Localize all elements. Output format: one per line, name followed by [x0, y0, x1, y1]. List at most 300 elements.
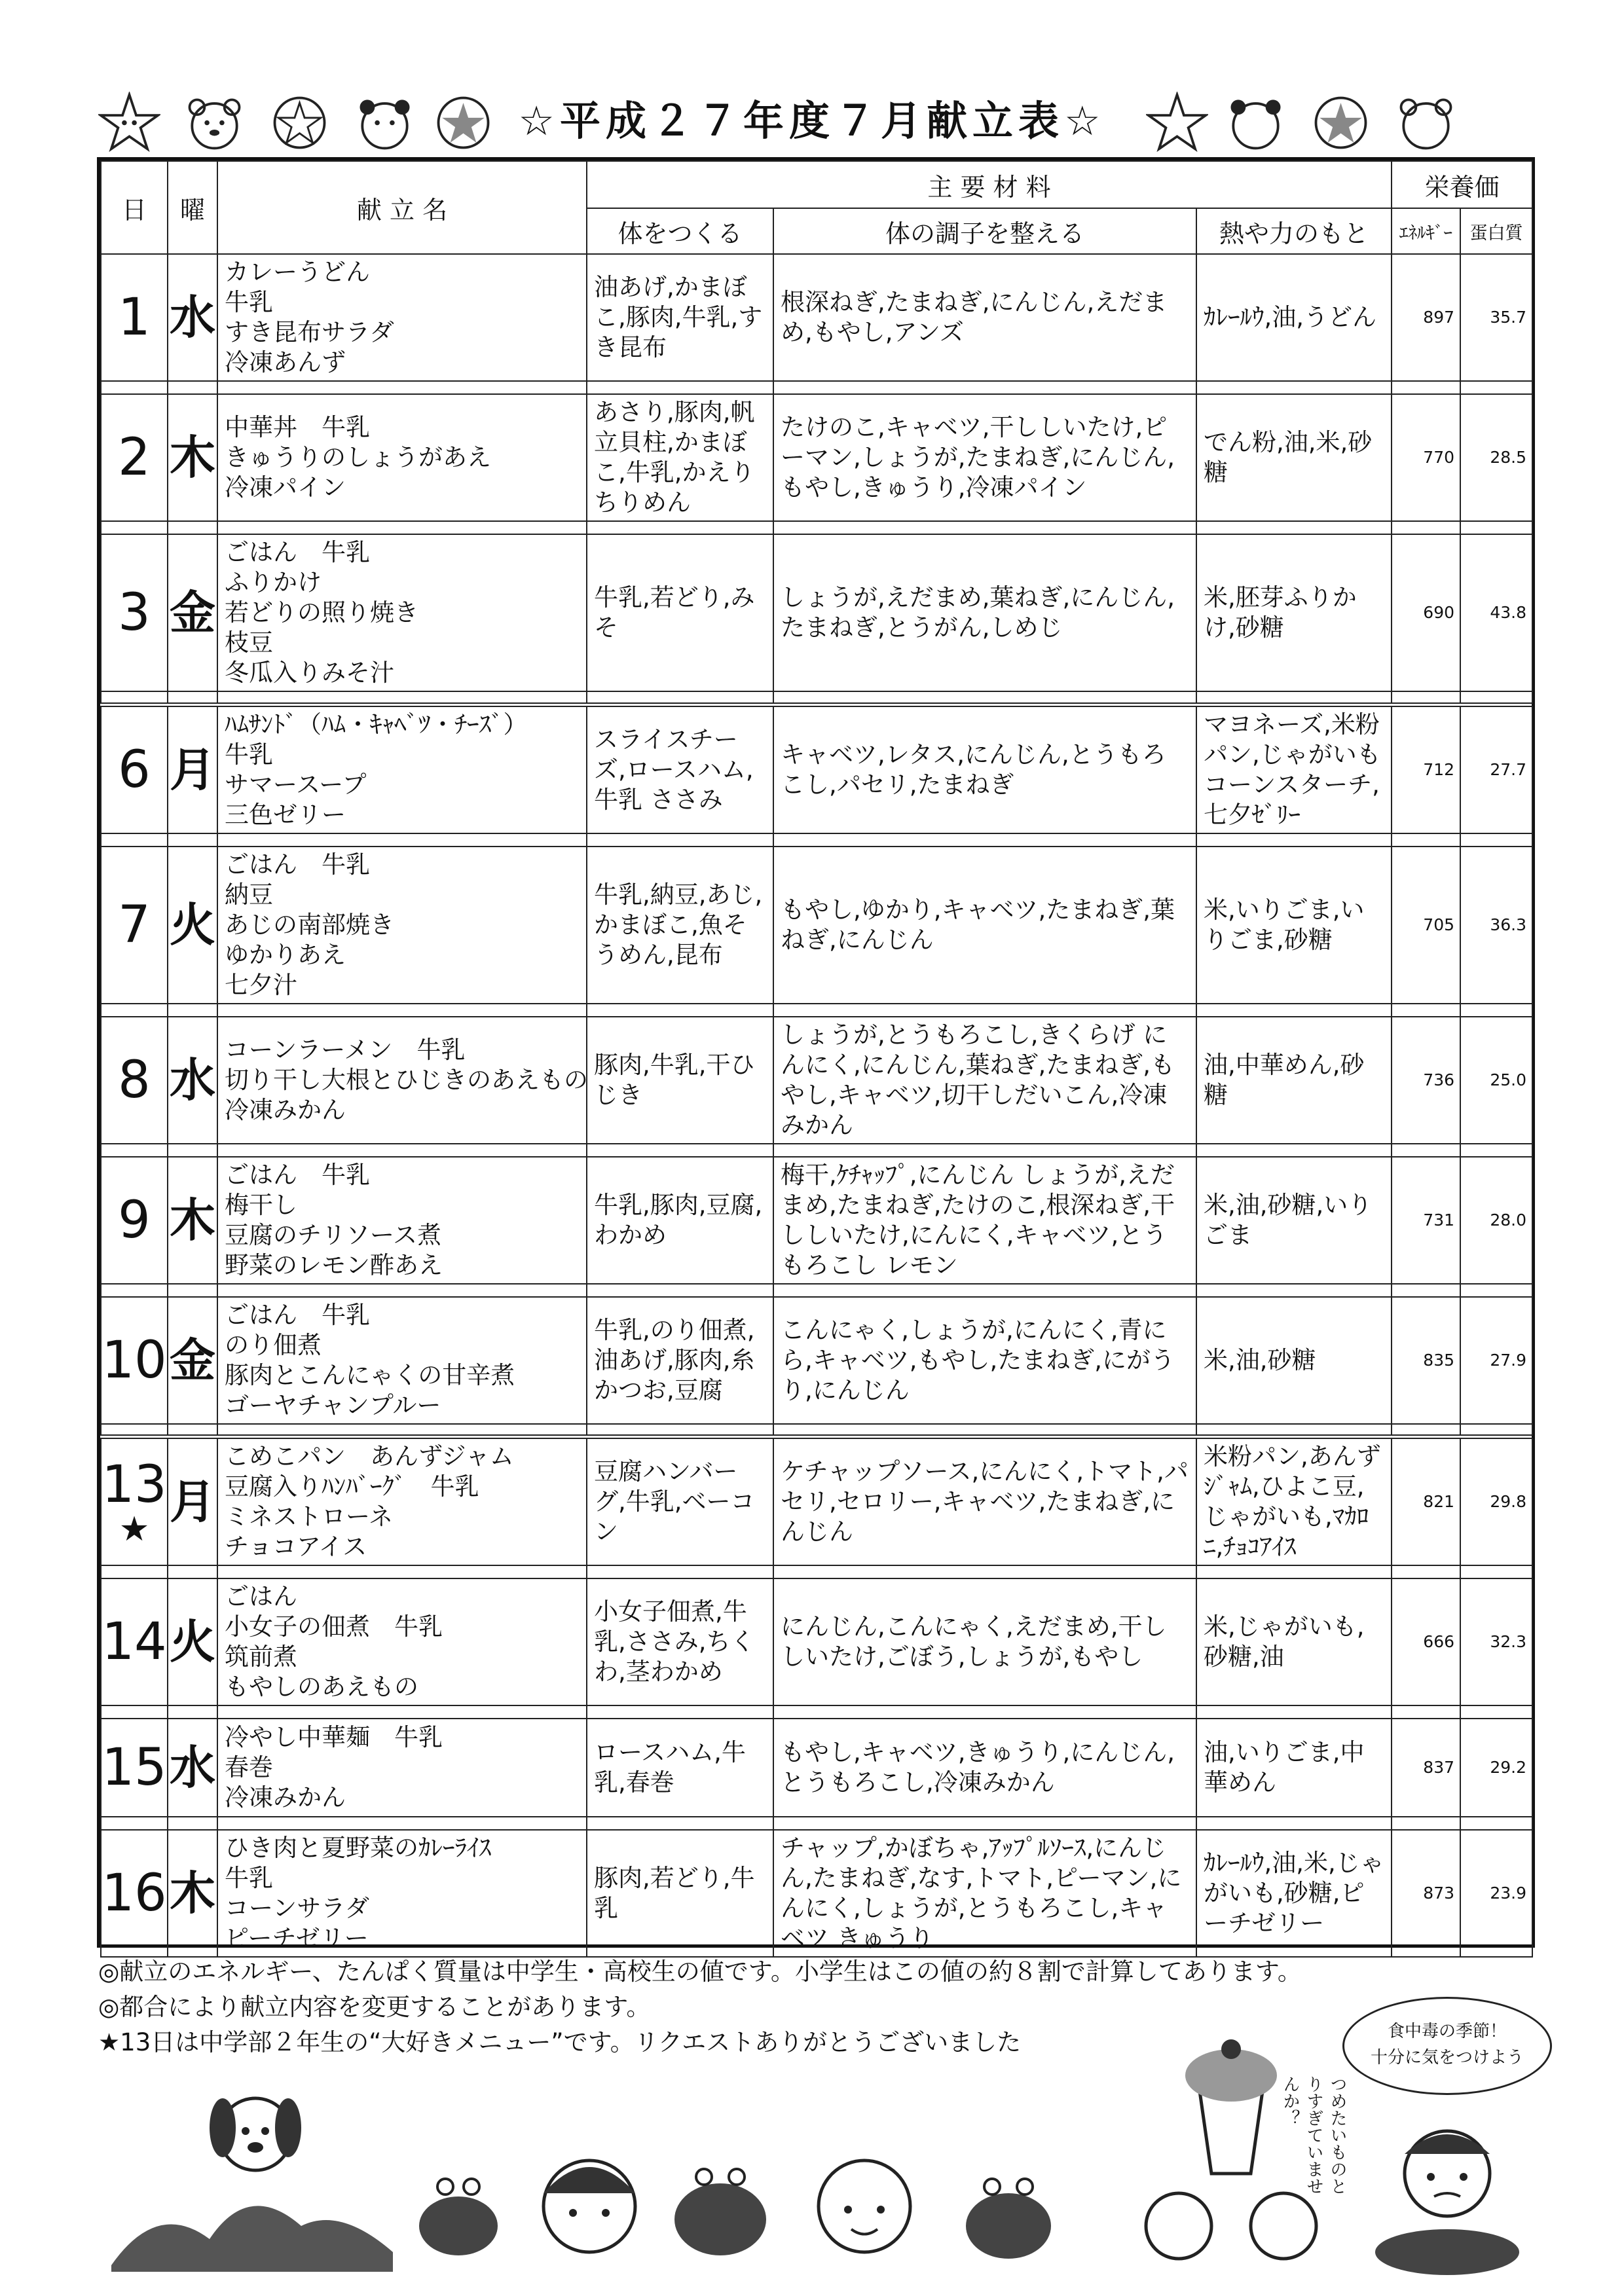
- header-ingredients: 主 要 材 料: [587, 161, 1392, 208]
- menu-item: あじの南部焼き: [225, 910, 394, 939]
- menu-item: チョコアイス: [225, 1533, 367, 1561]
- weekday-cell: 水: [168, 1017, 217, 1144]
- energy-ingredients-cell: 米,じゃがいも,砂糖,油: [1196, 1578, 1392, 1705]
- condition-ingredients-cell: しょうが,とうもろこし,きくらげ にんにく,にんじん,葉ねぎ,たまねぎ,もやし,キャベツ,切干しだいこん,冷凍みかん: [773, 1017, 1196, 1144]
- menu-item: 牛乳: [225, 288, 273, 316]
- day-number: 9: [118, 1190, 151, 1250]
- day-number: 16: [101, 1864, 167, 1923]
- menu-item: 七夕汁: [225, 970, 297, 999]
- energy-ingredients-cell: ｶﾚｰﾙｳ,油,米,じゃがいも,砂糖,ピーチゼリー: [1196, 1830, 1392, 1957]
- day-number: 7: [118, 895, 151, 955]
- note-line: ◎献立のエネルギー、たんぱく質量は中学生・高校生の値です。小学生はこの値の約８割で計算してあります。: [98, 1958, 1302, 1986]
- menu-item: ごはん 牛乳: [225, 850, 370, 879]
- spacer-cell: [773, 381, 1196, 394]
- body-ingredients-cell: あさり,豚肉,帆立貝柱,かまぼこ,牛乳,かえりちりめん: [587, 394, 773, 521]
- protein-value-cell: 28.0: [1460, 1157, 1532, 1284]
- spacer-cell: [101, 1424, 168, 1437]
- vertical-note: つめたいものとりすぎていませんか？: [1280, 2075, 1347, 2195]
- energy-value-cell: 712: [1392, 704, 1460, 833]
- spacer-cell: [1196, 521, 1392, 534]
- table-row: [101, 254, 1532, 381]
- header: [98, 85, 1526, 157]
- header-protein: 蛋白質: [1460, 208, 1532, 254]
- spacer-cell: [1460, 1144, 1532, 1157]
- energy-ingredients-cell: でん粉,油,米,砂糖: [1196, 394, 1392, 521]
- table-body: [101, 254, 1532, 1957]
- spacer-cell: [773, 1144, 1196, 1157]
- menu-item: ごはん: [225, 1582, 297, 1611]
- weekday-cell: 水: [168, 1719, 217, 1817]
- spacer-cell: [1392, 1144, 1460, 1157]
- energy-value-cell: 770: [1392, 394, 1460, 521]
- menu-item: 冬瓜入りみそ汁: [225, 659, 394, 687]
- menu-item: 小女子の佃煮 牛乳: [225, 1613, 443, 1641]
- bear-face-icon: [183, 92, 246, 154]
- spacer-cell: [1460, 1424, 1532, 1437]
- spacer-cell: [101, 1144, 168, 1157]
- spacer-cell: [168, 833, 217, 847]
- bear-face-icon: [1395, 92, 1457, 154]
- condition-ingredients-cell: しょうが,えだまめ,葉ねぎ,にんじん,たまねぎ,とうがん,しめじ: [773, 534, 1196, 691]
- menu-item: ごはん 牛乳: [225, 538, 370, 566]
- spacer-cell: [217, 1144, 587, 1157]
- menu-item: 冷凍あんず: [225, 348, 346, 376]
- menu-item: 梅干し: [225, 1190, 297, 1219]
- day-cell: [101, 1157, 168, 1284]
- spacer-cell: [101, 381, 168, 394]
- row-spacer: [101, 1144, 1532, 1157]
- condition-ingredients-cell: もやし,キャベツ,きゅうり,にんじん,とうもろこし,冷凍みかん: [773, 1719, 1196, 1817]
- energy-ingredients-cell: マヨネーズ,米粉パン,じゃがいも コーンスターチ,七夕ｾﾞﾘｰ: [1196, 704, 1392, 833]
- spacer-cell: [1196, 1424, 1392, 1437]
- spacer-cell: [217, 691, 587, 704]
- energy-value-cell: 731: [1392, 1157, 1460, 1284]
- menu-item: 野菜のレモン酢あえ: [225, 1250, 443, 1279]
- spacer-cell: [1392, 691, 1460, 704]
- body-ingredients-cell: 豚肉,若どり,牛乳: [587, 1830, 773, 1957]
- body-ingredients-cell: 豚肉,牛乳,干ひじき: [587, 1017, 773, 1144]
- table-row: [101, 1437, 1532, 1566]
- energy-value-cell: 705: [1392, 847, 1460, 1004]
- menu-item: こめこパン あんずジャム: [225, 1442, 514, 1470]
- day-number: 1: [118, 288, 151, 347]
- energy-ingredients-cell: 米,いりごま,いりごま,砂糖: [1196, 847, 1392, 1004]
- weekday-cell: 木: [168, 394, 217, 521]
- menu-item: コーンサラダ: [225, 1894, 369, 1922]
- table-row: [101, 1017, 1532, 1144]
- spacer-cell: [1392, 1817, 1460, 1830]
- day-number: 10: [101, 1330, 167, 1390]
- spacer-cell: [1392, 1565, 1460, 1578]
- weekday-cell: 金: [168, 1297, 217, 1424]
- spacer-cell: [587, 833, 773, 847]
- spacer-cell: [168, 521, 217, 534]
- row-spacer: [101, 1004, 1532, 1017]
- spacer-cell: [587, 1004, 773, 1017]
- day-cell: [101, 1578, 168, 1705]
- row-spacer: [101, 833, 1532, 847]
- spacer-cell: [1460, 833, 1532, 847]
- flower-icon: [1310, 92, 1372, 154]
- protein-value-cell: 29.8: [1460, 1437, 1532, 1566]
- menu-item: 納豆: [225, 880, 273, 909]
- menu-item: すき昆布サラダ: [225, 318, 394, 346]
- spacer-cell: [217, 1565, 587, 1578]
- menu-cell: [217, 1578, 587, 1705]
- spacer-cell: [217, 381, 587, 394]
- menu-item: ﾊﾑｻﾝﾄﾞ（ﾊﾑ・ｷｬﾍﾞﾂ・ﾁｰｽﾞ）: [225, 710, 528, 738]
- menu-item: 切り干し大根とひじきのあえもの: [225, 1065, 588, 1094]
- body-ingredients-cell: 牛乳,若どり,みそ: [587, 534, 773, 691]
- page-title: ☆平成２７年度７月献立表☆: [518, 97, 1106, 145]
- spacer-cell: [587, 691, 773, 704]
- row-spacer: [101, 1424, 1532, 1437]
- menu-item: もやしのあえもの: [225, 1673, 418, 1701]
- body-ingredients-cell: ロースハム,牛乳,春巻: [587, 1719, 773, 1817]
- menu-cell: [217, 704, 587, 833]
- dog-surfing-illustration: [105, 2082, 406, 2278]
- menu-item: 三色ゼリー: [225, 800, 346, 829]
- condition-ingredients-cell: キャベツ,レタス,にんじん,とうもろこし,パセリ,たまねぎ: [773, 704, 1196, 833]
- condition-ingredients-cell: チャップ,かぼちゃ,ｱｯﾌﾟﾙｿｰｽ,にんじん,たまねぎ,なす,トマト,ピーマン,にんにく,しょうが,とうもろこし,キャベツ きゅうり: [773, 1830, 1196, 1957]
- body-ingredients-cell: 小女子佃煮,牛乳,ささみ,ちくわ,茎わかめ: [587, 1578, 773, 1705]
- spacer-cell: [217, 1004, 587, 1017]
- day-number: 3: [118, 583, 151, 642]
- spacer-cell: [217, 1424, 587, 1437]
- spacer-cell: [587, 1565, 773, 1578]
- energy-value-cell: 736: [1392, 1017, 1460, 1144]
- menu-item: 牛乳: [225, 1864, 273, 1892]
- spacer-cell: [217, 521, 587, 534]
- table-row: [101, 1297, 1532, 1424]
- bubble-line: 十分に気をつけよう: [1370, 2048, 1524, 2068]
- spacer-cell: [168, 1284, 217, 1297]
- menu-cell: [217, 1719, 587, 1817]
- menu-item: 中華丼 牛乳: [225, 413, 370, 441]
- energy-value-cell: 690: [1392, 534, 1460, 691]
- energy-value-cell: 666: [1392, 1578, 1460, 1705]
- menu-item: のり佃煮: [225, 1330, 322, 1359]
- menu-item: ゴーヤチャンプルー: [225, 1391, 441, 1419]
- weekday-cell: 火: [168, 847, 217, 1004]
- table-row: [101, 1830, 1532, 1957]
- spacer-cell: [1392, 1004, 1460, 1017]
- spacer-cell: [101, 1817, 168, 1830]
- menu-item: ふりかけ: [225, 568, 322, 596]
- flower-icon: [268, 92, 331, 154]
- menu-item: 豆腐入りﾊﾝﾊﾞｰｸﾞ 牛乳: [225, 1472, 479, 1501]
- spacer-cell: [1392, 381, 1460, 394]
- condition-ingredients-cell: こんにゃく,しょうが,にんにく,青にら,キャベツ,もやし,たまねぎ,にがうり,にんじん: [773, 1297, 1196, 1424]
- star-marker: ★: [119, 1510, 150, 1549]
- spacer-cell: [773, 1424, 1196, 1437]
- weekday-cell: 火: [168, 1578, 217, 1705]
- spacer-cell: [1460, 1004, 1532, 1017]
- spacer-cell: [773, 1004, 1196, 1017]
- body-ingredients-cell: 牛乳,のり佃煮,油あげ,豚肉,糸かつお,豆腐: [587, 1297, 773, 1424]
- bear-face-icon: [354, 92, 416, 154]
- spacer-cell: [1460, 381, 1532, 394]
- spacer-cell: [1392, 833, 1460, 847]
- spacer-cell: [168, 1424, 217, 1437]
- day-number: 2: [118, 428, 151, 487]
- condition-ingredients-cell: 梅干,ｹﾁｬｯﾌﾟ,にんじん しょうが,えだまめ,たまねぎ,たけのこ,根深ねぎ,干ししいたけ,にんにく,キャベツ,とうもろこし レモン: [773, 1157, 1196, 1284]
- spacer-cell: [1196, 1705, 1392, 1719]
- protein-value-cell: 36.3: [1460, 847, 1532, 1004]
- menu-cell: [217, 847, 587, 1004]
- spacer-cell: [773, 521, 1196, 534]
- condition-ingredients-cell: 根深ねぎ,たまねぎ,にんじん,えだまめ,もやし,アンズ: [773, 254, 1196, 381]
- protein-value-cell: 28.5: [1460, 394, 1532, 521]
- spacer-cell: [773, 1817, 1196, 1830]
- table-row: [101, 1719, 1532, 1817]
- day-cell: [101, 394, 168, 521]
- header-energy-src: 熱や力のもと: [1196, 208, 1392, 254]
- spacer-cell: [168, 1705, 217, 1719]
- menu-item: ひき肉と夏野菜のｶﾚｰﾗｲｽ: [225, 1834, 491, 1862]
- energy-ingredients-cell: ｶﾚｰﾙｳ,油,うどん: [1196, 254, 1392, 381]
- spacer-cell: [101, 833, 168, 847]
- flower-icon: [432, 92, 494, 154]
- spacer-cell: [1196, 1565, 1392, 1578]
- protein-value-cell: 29.2: [1460, 1719, 1532, 1817]
- condition-ingredients-cell: ケチャップソース,にんにく,トマト,パセリ,セロリー,キャベツ,たまねぎ,にんじん: [773, 1437, 1196, 1566]
- spacer-cell: [773, 1565, 1196, 1578]
- menu-item: ゆかりあえ: [225, 940, 346, 969]
- speech-bubble: [1342, 1997, 1552, 2095]
- day-number: 15: [101, 1738, 167, 1797]
- row-spacer: [101, 1817, 1532, 1830]
- weekday-cell: 木: [168, 1830, 217, 1957]
- menu-cell: [217, 394, 587, 521]
- condition-ingredients-cell: たけのこ,キャベツ,干ししいたけ,ピーマン,しょうが,たまねぎ,にんじん,もやし,きゅうり,冷凍パイン: [773, 394, 1196, 521]
- menu-item: 冷凍みかん: [225, 1783, 346, 1812]
- condition-ingredients-cell: にんじん,こんにゃく,えだまめ,干ししいたけ,ごぼう,しょうが,もやし: [773, 1578, 1196, 1705]
- menu-item: コーンラーメン 牛乳: [225, 1035, 466, 1064]
- header-nutrition: 栄養価: [1392, 161, 1532, 208]
- day-number: 14: [101, 1613, 167, 1671]
- energy-value-cell: 873: [1392, 1830, 1460, 1957]
- energy-ingredients-cell: 米,油,砂糖,いりごま: [1196, 1157, 1392, 1284]
- day-cell: [101, 704, 168, 833]
- menu-item: 豆腐のチリソース煮: [225, 1220, 442, 1249]
- protein-value-cell: 43.8: [1460, 534, 1532, 691]
- protein-value-cell: 27.9: [1460, 1297, 1532, 1424]
- row-spacer: [101, 1705, 1532, 1719]
- header-menu: 献 立 名: [217, 161, 587, 254]
- spacer-cell: [773, 1705, 1196, 1719]
- day-cell: [101, 847, 168, 1004]
- spacer-cell: [587, 521, 773, 534]
- menu-cell: [217, 254, 587, 381]
- protein-value-cell: 32.3: [1460, 1578, 1532, 1705]
- header-day: 日: [101, 161, 168, 254]
- weekday-cell: 金: [168, 534, 217, 691]
- energy-ingredients-cell: 米粉パン,あんずｼﾞｬﾑ,ひよこ豆,じゃがいも,ﾏｶﾛﾆ,ﾁｮｺｱｲｽ: [1196, 1437, 1392, 1566]
- menu-cell: [217, 1157, 587, 1284]
- spacer-cell: [1460, 1817, 1532, 1830]
- spacer-cell: [101, 691, 168, 704]
- day-number: 8: [118, 1050, 151, 1110]
- day-cell: [101, 1297, 168, 1424]
- row-spacer: [101, 521, 1532, 534]
- menu-item: 冷凍パイン: [225, 473, 346, 501]
- spacer-cell: [217, 833, 587, 847]
- spacer-cell: [101, 1565, 168, 1578]
- day-cell: [101, 1830, 168, 1957]
- spacer-cell: [587, 1424, 773, 1437]
- energy-ingredients-cell: 米,油,砂糖: [1196, 1297, 1392, 1424]
- protein-value-cell: 25.0: [1460, 1017, 1532, 1144]
- body-ingredients-cell: 豆腐ハンバーグ,牛乳,ベーコン: [587, 1437, 773, 1566]
- spacer-cell: [1460, 521, 1532, 534]
- spacer-cell: [773, 833, 1196, 847]
- menu-item: 豚肉とこんにゃくの甘辛煮: [225, 1360, 515, 1389]
- note-line: ★13日は中学部２年生の“大好きメニュー”です。リクエストありがとうございました: [98, 2028, 1022, 2056]
- menu-cell: [217, 1437, 587, 1566]
- table-row: [101, 394, 1532, 521]
- spacer-cell: [1460, 1565, 1532, 1578]
- spacer-cell: [168, 1565, 217, 1578]
- spacer-cell: [1196, 1817, 1392, 1830]
- weekday-cell: 月: [168, 1437, 217, 1566]
- spacer-cell: [168, 691, 217, 704]
- row-spacer: [101, 381, 1532, 394]
- spacer-cell: [168, 381, 217, 394]
- spacer-cell: [587, 1284, 773, 1297]
- spacer-cell: [1460, 691, 1532, 704]
- header-weekday: 曜: [168, 161, 217, 254]
- menu-item: カレーうどん: [225, 258, 370, 286]
- menu-item: きゅうりのしょうがあえ: [225, 443, 491, 471]
- body-ingredients-cell: スライスチーズ,ロースハム,牛乳 ささみ: [587, 704, 773, 833]
- day-number: 13: [101, 1455, 167, 1514]
- note-line: ◎都合により献立内容を変更することがあります。: [98, 1993, 651, 2021]
- day-cell: [101, 254, 168, 381]
- energy-ingredients-cell: 油,中華めん,砂糖: [1196, 1017, 1392, 1144]
- chef-boy-illustration: [1349, 2115, 1545, 2278]
- protein-value-cell: 23.9: [1460, 1830, 1532, 1957]
- row-spacer: [101, 691, 1532, 704]
- spacer-cell: [101, 1004, 168, 1017]
- menu-item: 春巻: [225, 1753, 273, 1781]
- spacer-cell: [1392, 521, 1460, 534]
- header-condition: 体の調子を整える: [773, 208, 1196, 254]
- day-cell: [101, 1437, 168, 1566]
- weekday-cell: 月: [168, 704, 217, 833]
- spacer-cell: [587, 1817, 773, 1830]
- table-row: [101, 1157, 1532, 1284]
- spacer-cell: [773, 1284, 1196, 1297]
- day-cell: [101, 534, 168, 691]
- spacer-cell: [101, 1284, 168, 1297]
- menu-item: サマースープ: [225, 770, 367, 799]
- menu-item: ごはん 牛乳: [225, 1160, 370, 1189]
- menu-cell: [217, 1017, 587, 1144]
- menu-item: ピーチゼリー: [225, 1924, 369, 1952]
- spacer-cell: [101, 1705, 168, 1719]
- menu-table: [97, 157, 1535, 1952]
- menu-item: 筑前煮: [225, 1643, 297, 1671]
- spacer-cell: [1460, 1284, 1532, 1297]
- table-row: [101, 534, 1532, 691]
- energy-value-cell: 835: [1392, 1297, 1460, 1424]
- star-face-icon: [98, 92, 160, 154]
- table-row: [101, 847, 1532, 1004]
- menu-item: 枝豆: [225, 629, 273, 657]
- row-spacer: [101, 1284, 1532, 1297]
- body-ingredients-cell: 牛乳,豚肉,豆腐,わかめ: [587, 1157, 773, 1284]
- spacer-cell: [1460, 1705, 1532, 1719]
- star-face-icon: [1146, 92, 1208, 154]
- spacer-cell: [587, 381, 773, 394]
- bubble-line: 食中毒の季節！: [1387, 2022, 1507, 2041]
- menu-item: ごはん 牛乳: [225, 1300, 370, 1329]
- menu-item: ミネストローネ: [225, 1503, 394, 1531]
- menu-cell: [217, 1297, 587, 1424]
- spacer-cell: [217, 1817, 587, 1830]
- spacer-cell: [1196, 833, 1392, 847]
- spacer-cell: [168, 1817, 217, 1830]
- weekday-cell: 水: [168, 254, 217, 381]
- table-row: [101, 1578, 1532, 1705]
- sea-creatures-illustration: [406, 2128, 1126, 2278]
- energy-value-cell: 837: [1392, 1719, 1460, 1817]
- spacer-cell: [217, 1705, 587, 1719]
- row-spacer: [101, 1565, 1532, 1578]
- day-number: 6: [118, 740, 151, 799]
- menu-item: 若どりの照り焼き: [225, 598, 418, 627]
- protein-value-cell: 27.7: [1460, 704, 1532, 833]
- spacer-cell: [1392, 1424, 1460, 1437]
- energy-value-cell: 821: [1392, 1437, 1460, 1566]
- menu-item: 冷凍みかん: [225, 1095, 346, 1124]
- header-body: 体をつくる: [587, 208, 773, 254]
- menu-item: 牛乳: [225, 740, 273, 769]
- spacer-cell: [1196, 1284, 1392, 1297]
- menu-cell: [217, 1830, 587, 1957]
- spacer-cell: [1196, 691, 1392, 704]
- spacer-cell: [168, 1004, 217, 1017]
- day-cell: [101, 1017, 168, 1144]
- bear-face-icon: [1225, 92, 1287, 154]
- spacer-cell: [168, 1144, 217, 1157]
- spacer-cell: [1196, 1144, 1392, 1157]
- spacer-cell: [773, 691, 1196, 704]
- energy-ingredients-cell: 油,いりごま,中華めん: [1196, 1719, 1392, 1817]
- menu-item: 冷やし中華麺 牛乳: [225, 1723, 443, 1751]
- day-cell: [101, 1719, 168, 1817]
- spacer-cell: [1196, 381, 1392, 394]
- header-energy: ｴﾈﾙｷﾞｰ: [1392, 208, 1460, 254]
- spacer-cell: [1392, 1705, 1460, 1719]
- body-ingredients-cell: 牛乳,納豆,あじ,かまぼこ,魚そうめん,昆布: [587, 847, 773, 1004]
- spacer-cell: [1392, 1284, 1460, 1297]
- weekday-cell: 木: [168, 1157, 217, 1284]
- spacer-cell: [587, 1705, 773, 1719]
- table-row: [101, 704, 1532, 833]
- spacer-cell: [587, 1144, 773, 1157]
- energy-ingredients-cell: 米,胚芽ふりかけ,砂糖: [1196, 534, 1392, 691]
- spacer-cell: [1196, 1004, 1392, 1017]
- energy-value-cell: 897: [1392, 254, 1460, 381]
- body-ingredients-cell: 油あげ,かまぼこ,豚肉,牛乳,すき昆布: [587, 254, 773, 381]
- spacer-cell: [217, 1284, 587, 1297]
- menu-cell: [217, 534, 587, 691]
- protein-value-cell: 35.7: [1460, 254, 1532, 381]
- condition-ingredients-cell: もやし,ゆかり,キャベツ,たまねぎ,葉ねぎ,にんじん: [773, 847, 1196, 1004]
- spacer-cell: [101, 521, 168, 534]
